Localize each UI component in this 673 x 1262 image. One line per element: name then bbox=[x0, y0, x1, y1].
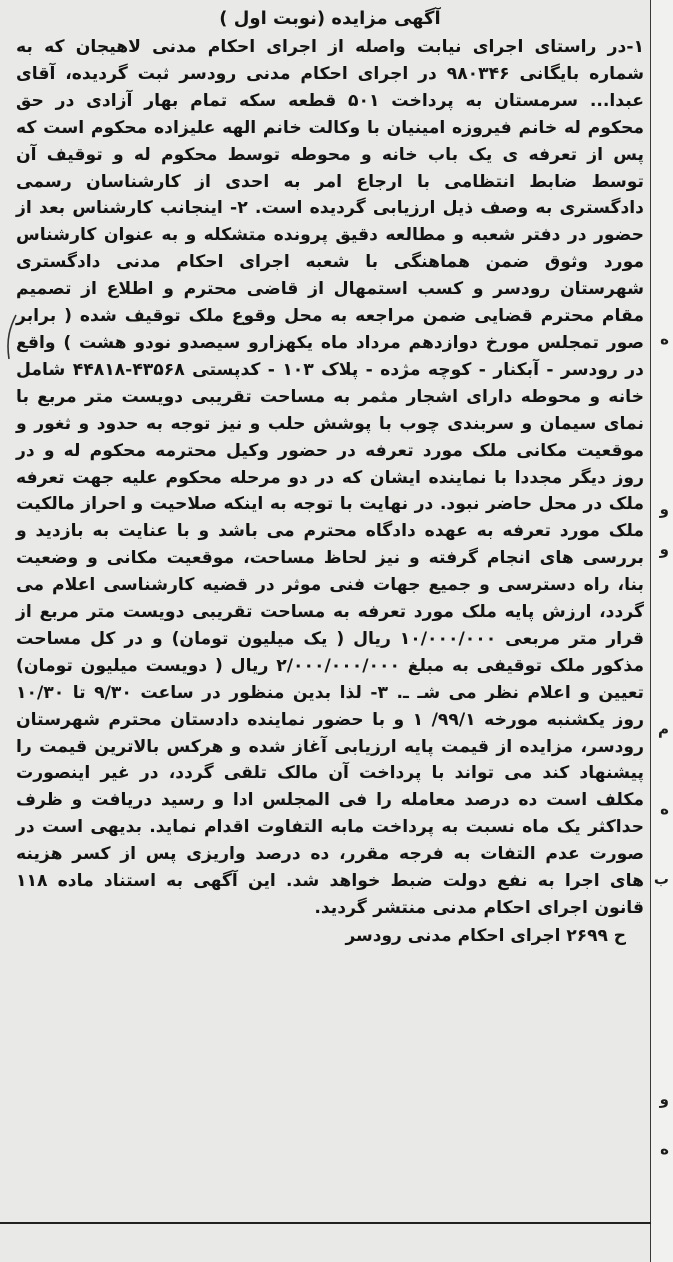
adjacent-column-fragment: م bbox=[658, 720, 669, 738]
notice-body: ۱-در راستای اجرای نیابت واصله از اجرای احکام مدنی لاهیجان که به شماره بایگانی ۹۸۰۳۴۶ در اجرای احکام مدنی رودسر ثبت گردیده، آقای عبدا... سرمستان به پرداخت ۵۰۱ قطعه سکه تمام بهار آزادی در حق محکوم له خانم فیروزه امینیان با وکالت خانم الهه علیزاده محکوم است که پس از تعرفه ی یک باب خانه و محوطه توسط محکوم له و توقیف آن توسط ضابط انتظامی با ارجاع امر به احدی از کارشناسان رسمی دادگستری به وصف ذیل ارزیابی گردیده است. ۲- اینجانب کارشناس بعد از حضور در دفتر شعبه و مطالعه دقیق پرونده متشکله و به عنوان کارشناس مورد وثوق ضمن هماهنگی با شعبه اجرای احکام مدنی دادگستری شهرستان رودسر و کسب استمهال از قاضی محترم و اطلاع از تصمیم مقام محترم قضایی ضمن مراجعه به محل وقوع ملک توقیف شده ( برابر صور تمجلس مورخ دوازدهم مرداد ماه یکهزارو سیصدو نودو هشت ) واقع در رودسر - آبکنار - کوچه مژده - پلاک ۱۰۳ - کدپستی ۴۳۵۶۸-۴۴۸۱۸ شامل خانه و محوطه دارای اشجار مثمر به مساحت تقریبی دویست متر مربع با نمای سیمان و سربندی چوب با پوشش حلب و نیز توجه به حدود و ثغور و موقعیت مکانی ملک مورد تعرفه در حضور وکیل محترمه محکوم له و در روز دیگر مجددا با نماینده ایشان که در دو مرحله محکوم علیه جهت تعرفه ملک در محل حاضر نبود. در نهایت با توجه به اینکه صلاحیت و احراز مالکیت ملک مورد تعرفه به عهده دادگاه محترم می باشد و با عنایت به بازدید و بررسی های انجام گرفته و نیز لحاظ مساحت، موقعیت مکانی و وضعیت بنا، راه دسترسی و جمیع جهات فنی موثر در قضیه کارشناسی اعلام می گردد، ارزش پایه ملک مورد تعرفه به مساحت تقریبی دویست متر مربع از قرار متر مربعی ۱۰/۰۰۰/۰۰۰ ریال ( یک میلیون تومان) و در کل مساحت مذکور ملک توقیفی به مبلغ ۲/۰۰۰/۰۰۰/۰۰۰ ریال ( دویست میلیون تومان) تعیین و اعلام نظر می شـ ـ. ۳- لذا بدین منظور در ساعت ۹/۳۰ تا ۱۰/۳۰ روز یکشنبه مورخه ۹۹/۱/ ۱ و با حضور نماینده دادستان محترم شهرستان رودسر، مزایده از قیمت پایه ارزیابی آغاز شده و هرکس بالاترین قیمت را پیشنهاد کند می تواند با پرداخت آن مالک تلقی گردد، در غیر اینصورت مکلف است ده درصد معامله را فی المجلس ادا و رسید دریافت و ظرف حداکثر یک ماه نسبت به پرداخت مابه التفاوت اقدام نماید. بدیهی است در صورت عدم التفات به فرجه مقرر، ده درصد واریزی پس از کسر هزینه های اجرا به نفع دولت ضبط خواهد شد. این آگهی به استناد ماده ۱۱۸ قانون اجرای احکام مدنی منتشر گردید. bbox=[16, 37, 644, 918]
column-divider bbox=[650, 0, 651, 1262]
adjacent-column-fragment: ب bbox=[653, 870, 669, 888]
adjacent-column-fragment: و bbox=[659, 1090, 669, 1108]
auction-notice bbox=[16, 6, 644, 949]
adjacent-column-fragment: و bbox=[659, 500, 669, 518]
adjacent-column-fragment: ه bbox=[660, 800, 669, 818]
bottom-divider bbox=[0, 1222, 651, 1224]
notice-signature: ح ۲۶۹۹ اجرای احکام مدنی رودسر bbox=[345, 925, 626, 946]
adjacent-column-fragment: و bbox=[659, 540, 669, 558]
adjacent-column-fragment: ه bbox=[660, 1140, 669, 1158]
notice-title: آگهی مزایده (نوبت اول ) bbox=[219, 8, 441, 29]
adjacent-column-fragment: ه bbox=[660, 330, 669, 348]
adjacent-column-strip bbox=[651, 0, 673, 1262]
